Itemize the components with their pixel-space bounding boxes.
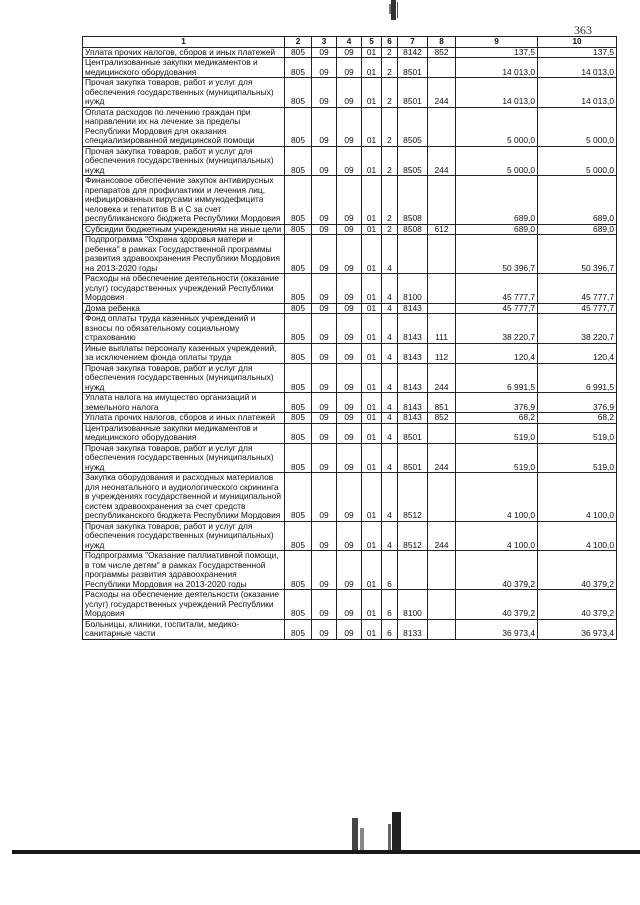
column-header: 4 (337, 37, 362, 48)
cell-amount: 14 013,0 (456, 58, 538, 78)
cell-code-section: 09 (312, 473, 337, 522)
cell-code-subsection: 09 (337, 473, 362, 522)
row-name: Уплата прочих налогов, сборов и иных платежей (83, 47, 285, 58)
cell-code-ministry: 805 (285, 58, 312, 78)
cell-code-expense-type (428, 176, 456, 225)
cell-code-expense-type (428, 235, 456, 274)
table-row (83, 146, 617, 176)
cell-code-expense-type: 112 (428, 343, 456, 363)
cell-code-article: 8143 (398, 413, 428, 424)
cell-code-section: 09 (312, 58, 337, 78)
column-header: 3 (312, 37, 337, 48)
cell-code-ministry: 805 (285, 146, 312, 176)
cell-code-subsection: 09 (337, 521, 362, 551)
cell-code-subsection: 09 (337, 224, 362, 235)
cell-code-ministry: 805 (285, 473, 312, 522)
table-row (83, 78, 617, 108)
cell-code-subsection: 09 (337, 423, 362, 443)
table-header-row (83, 37, 617, 48)
table-row (83, 619, 617, 639)
row-name: Подпрограмма "Охрана здоровья матери и ребенка" в рамках Государственной программы развития здравоохранения Республики Мордовия на 2013-2020 годы (83, 235, 285, 274)
cell-code-subprogram: 2 (382, 146, 398, 176)
row-name: Уплата прочих налогов, сборов и иных платежей (83, 413, 285, 424)
cell-code-expense-type (428, 473, 456, 522)
row-name: Прочая закупка товаров, работ и услуг для обеспечения государственных (муниципальных) нужд (83, 363, 285, 393)
cell-amount-total: 45 777,7 (538, 274, 617, 304)
cell-code-subsection: 09 (337, 343, 362, 363)
cell-code-article: 8505 (398, 146, 428, 176)
cell-code-program: 01 (362, 619, 382, 639)
cell-code-expense-type: 244 (428, 443, 456, 473)
cell-code-article: 8143 (398, 303, 428, 314)
cell-code-subprogram: 6 (382, 551, 398, 590)
cell-code-subprogram: 2 (382, 47, 398, 58)
table-row (83, 423, 617, 443)
table-row (83, 393, 617, 413)
cell-code-expense-type: 852 (428, 413, 456, 424)
cell-code-expense-type: 852 (428, 47, 456, 58)
cell-amount: 40 379,2 (456, 551, 538, 590)
cell-amount: 40 379,2 (456, 590, 538, 620)
column-header: 8 (428, 37, 456, 48)
cell-code-subprogram: 2 (382, 176, 398, 225)
cell-amount-total: 519,0 (538, 423, 617, 443)
cell-code-subprogram: 4 (382, 343, 398, 363)
cell-code-subsection: 09 (337, 413, 362, 424)
cell-code-section: 09 (312, 303, 337, 314)
cell-code-subsection: 09 (337, 303, 362, 314)
column-header: 6 (382, 37, 398, 48)
cell-amount: 38 220,7 (456, 314, 538, 344)
cell-code-article: 8501 (398, 423, 428, 443)
cell-amount-total: 68,2 (538, 413, 617, 424)
cell-code-subprogram: 2 (382, 58, 398, 78)
cell-amount-total: 376,9 (538, 393, 617, 413)
cell-code-program: 01 (362, 58, 382, 78)
cell-amount-total: 45 777,7 (538, 303, 617, 314)
cell-code-expense-type (428, 423, 456, 443)
cell-code-ministry: 805 (285, 443, 312, 473)
cell-code-program: 01 (362, 78, 382, 108)
cell-code-article: 8100 (398, 590, 428, 620)
cell-code-section: 09 (312, 235, 337, 274)
row-name: Прочая закупка товаров, работ и услуг для обеспечения государственных (муниципальных) нужд (83, 78, 285, 108)
cell-code-program: 01 (362, 443, 382, 473)
cell-code-expense-type (428, 303, 456, 314)
cell-code-program: 01 (362, 590, 382, 620)
cell-amount-total: 120,4 (538, 343, 617, 363)
cell-amount-total: 137,5 (538, 47, 617, 58)
table-row (83, 590, 617, 620)
cell-code-subprogram: 4 (382, 314, 398, 344)
cell-code-article: 8133 (398, 619, 428, 639)
cell-code-article: 8143 (398, 393, 428, 413)
cell-code-program: 01 (362, 314, 382, 344)
cell-code-subprogram: 4 (382, 303, 398, 314)
cell-code-ministry: 805 (285, 393, 312, 413)
row-name: Уплата налога на имущество организаций и земельного налога (83, 393, 285, 413)
cell-code-ministry: 805 (285, 363, 312, 393)
cell-amount: 519,0 (456, 443, 538, 473)
cell-amount-total: 6 991,5 (538, 363, 617, 393)
cell-code-program: 01 (362, 146, 382, 176)
cell-code-section: 09 (312, 176, 337, 225)
page-number: 363 (574, 23, 592, 37)
cell-code-article: 8501 (398, 443, 428, 473)
cell-amount: 4 100,0 (456, 521, 538, 551)
cell-code-subprogram: 6 (382, 619, 398, 639)
cell-code-subprogram: 4 (382, 393, 398, 413)
cell-code-ministry: 805 (285, 343, 312, 363)
row-name: Финансовое обеспечение закупок антивирусных препаратов для профилактики и лечения лиц, инфицированных вирусами иммунодефицита человека и гепатитов В и С за счет республиканского бюджета Республики Мордовия (83, 176, 285, 225)
cell-code-article: 8143 (398, 314, 428, 344)
cell-code-section: 09 (312, 343, 337, 363)
cell-code-subprogram: 2 (382, 78, 398, 108)
table-body (83, 47, 617, 639)
table-row (83, 176, 617, 225)
cell-code-article: 8512 (398, 521, 428, 551)
cell-code-program: 01 (362, 303, 382, 314)
cell-code-expense-type (428, 58, 456, 78)
column-header: 9 (456, 37, 538, 48)
cell-amount: 137,5 (456, 47, 538, 58)
table-row (83, 303, 617, 314)
table-row (83, 235, 617, 274)
cell-code-article: 8143 (398, 343, 428, 363)
table-row (83, 47, 617, 58)
cell-code-ministry: 805 (285, 413, 312, 424)
cell-code-subprogram: 2 (382, 224, 398, 235)
cell-code-program: 01 (362, 413, 382, 424)
row-name: Расходы на обеспечение деятельности (оказание услуг) государственных учреждений Республики Мордовия (83, 274, 285, 304)
cell-amount: 4 100,0 (456, 473, 538, 522)
scan-artifact-bottom (330, 810, 410, 852)
scan-artifact-top (388, 0, 400, 22)
cell-code-subsection: 09 (337, 58, 362, 78)
cell-code-expense-type (428, 107, 456, 146)
cell-code-subprogram: 4 (382, 521, 398, 551)
row-name: Больницы, клиники, госпитали, медико-санитарные части (83, 619, 285, 639)
cell-code-program: 01 (362, 363, 382, 393)
cell-code-section: 09 (312, 521, 337, 551)
cell-amount: 5 000,0 (456, 146, 538, 176)
cell-code-subprogram: 4 (382, 235, 398, 274)
cell-code-subprogram: 4 (382, 413, 398, 424)
cell-code-ministry: 805 (285, 274, 312, 304)
cell-code-section: 09 (312, 423, 337, 443)
table-row (83, 413, 617, 424)
cell-code-subsection: 09 (337, 274, 362, 304)
cell-amount: 120,4 (456, 343, 538, 363)
cell-code-subsection: 09 (337, 363, 362, 393)
row-name: Фонд оплаты труда казенных учреждений и взносы по обязательному социальному страхованию (83, 314, 285, 344)
cell-code-program: 01 (362, 521, 382, 551)
cell-amount-total: 4 100,0 (538, 473, 617, 522)
cell-code-ministry: 805 (285, 47, 312, 58)
cell-code-article: 8143 (398, 363, 428, 393)
row-name: Централизованные закупки медикаментов и медицинского оборудования (83, 423, 285, 443)
cell-code-expense-type (428, 274, 456, 304)
row-name: Дома ребенка (83, 303, 285, 314)
cell-code-article: 8501 (398, 58, 428, 78)
table-row (83, 363, 617, 393)
cell-code-subsection: 09 (337, 393, 362, 413)
cell-code-section: 09 (312, 78, 337, 108)
cell-code-section: 09 (312, 590, 337, 620)
cell-amount-total: 14 013,0 (538, 58, 617, 78)
cell-code-section: 09 (312, 224, 337, 235)
cell-amount-total: 4 100,0 (538, 521, 617, 551)
cell-code-expense-type: 244 (428, 521, 456, 551)
cell-code-program: 01 (362, 343, 382, 363)
cell-code-program: 01 (362, 274, 382, 304)
column-header: 7 (398, 37, 428, 48)
cell-code-section: 09 (312, 393, 337, 413)
cell-code-subprogram: 2 (382, 107, 398, 146)
cell-code-article: 8100 (398, 274, 428, 304)
cell-amount: 5 000,0 (456, 107, 538, 146)
cell-code-ministry: 805 (285, 235, 312, 274)
cell-amount-total: 5 000,0 (538, 146, 617, 176)
cell-code-subsection: 09 (337, 47, 362, 58)
cell-code-article: 8508 (398, 176, 428, 225)
row-name: Прочая закупка товаров, работ и услуг для обеспечения государственных (муниципальных) нужд (83, 443, 285, 473)
table-row (83, 107, 617, 146)
cell-amount-total: 519,0 (538, 443, 617, 473)
cell-code-ministry: 805 (285, 619, 312, 639)
cell-amount-total: 14 013,0 (538, 78, 617, 108)
cell-code-expense-type: 612 (428, 224, 456, 235)
table-row (83, 521, 617, 551)
cell-code-article: 8512 (398, 473, 428, 522)
cell-code-subprogram: 4 (382, 363, 398, 393)
cell-code-expense-type (428, 590, 456, 620)
cell-code-section: 09 (312, 619, 337, 639)
cell-code-section: 09 (312, 107, 337, 146)
cell-code-program: 01 (362, 393, 382, 413)
cell-code-program: 01 (362, 224, 382, 235)
table-row (83, 343, 617, 363)
cell-amount-total: 689,0 (538, 176, 617, 225)
cell-code-ministry: 805 (285, 551, 312, 590)
cell-code-program: 01 (362, 107, 382, 146)
cell-code-expense-type: 851 (428, 393, 456, 413)
cell-code-section: 09 (312, 551, 337, 590)
cell-amount-total: 50 396,7 (538, 235, 617, 274)
cell-code-expense-type: 244 (428, 146, 456, 176)
column-header: 1 (83, 37, 285, 48)
cell-code-subsection: 09 (337, 443, 362, 473)
cell-amount-total: 38 220,7 (538, 314, 617, 344)
table-row (83, 224, 617, 235)
table-row (83, 274, 617, 304)
scan-bottom-edge (12, 850, 640, 854)
cell-code-subsection: 09 (337, 314, 362, 344)
cell-code-subprogram: 4 (382, 274, 398, 304)
cell-code-program: 01 (362, 235, 382, 274)
cell-code-ministry: 805 (285, 78, 312, 108)
cell-amount-total: 40 379,2 (538, 551, 617, 590)
cell-code-program: 01 (362, 47, 382, 58)
cell-code-subsection: 09 (337, 235, 362, 274)
cell-code-section: 09 (312, 146, 337, 176)
cell-code-subsection: 09 (337, 107, 362, 146)
budget-table (82, 36, 617, 640)
cell-code-section: 09 (312, 363, 337, 393)
row-name: Прочая закупка товаров, работ и услуг для обеспечения государственных (муниципальных) нужд (83, 146, 285, 176)
table-row (83, 58, 617, 78)
row-name: Расходы на обеспечение деятельности (оказание услуг) государственных учреждений Республики Мордовия (83, 590, 285, 620)
cell-code-subprogram: 6 (382, 590, 398, 620)
cell-code-ministry: 805 (285, 521, 312, 551)
cell-code-ministry: 805 (285, 423, 312, 443)
cell-amount: 50 396,7 (456, 235, 538, 274)
cell-code-article: 8501 (398, 78, 428, 108)
table-row (83, 443, 617, 473)
row-name: Прочая закупка товаров, работ и услуг для обеспечения государственных (муниципальных) нужд (83, 521, 285, 551)
row-name: Оплата расходов по лечению граждан при направлении их на лечение за пределы Республики Мордовия для оказания специализированной медицинской помощи (83, 107, 285, 146)
cell-amount: 6 991,5 (456, 363, 538, 393)
cell-code-subsection: 09 (337, 176, 362, 225)
cell-code-expense-type (428, 619, 456, 639)
cell-code-expense-type (428, 551, 456, 590)
cell-code-section: 09 (312, 47, 337, 58)
cell-code-section: 09 (312, 443, 337, 473)
cell-code-program: 01 (362, 176, 382, 225)
row-name: Иные выплаты персоналу казенных учреждений, за исключением фонда оплаты труда (83, 343, 285, 363)
cell-amount: 519,0 (456, 423, 538, 443)
cell-amount-total: 689,0 (538, 224, 617, 235)
row-name: Централизованные закупки медикаментов и медицинского оборудования (83, 58, 285, 78)
column-header: 10 (538, 37, 617, 48)
column-header: 2 (285, 37, 312, 48)
cell-amount-total: 5 000,0 (538, 107, 617, 146)
cell-code-subsection: 09 (337, 146, 362, 176)
cell-code-article: 8508 (398, 224, 428, 235)
cell-amount: 376,9 (456, 393, 538, 413)
cell-amount: 689,0 (456, 224, 538, 235)
column-header: 5 (362, 37, 382, 48)
row-name: Субсидии бюджетным учреждениям на иные цели (83, 224, 285, 235)
cell-code-subsection: 09 (337, 551, 362, 590)
cell-amount: 45 777,7 (456, 274, 538, 304)
cell-code-article (398, 551, 428, 590)
cell-code-ministry: 805 (285, 303, 312, 314)
cell-amount: 45 777,7 (456, 303, 538, 314)
table-row (83, 551, 617, 590)
cell-code-section: 09 (312, 274, 337, 304)
cell-code-subprogram: 4 (382, 473, 398, 522)
cell-code-article: 8142 (398, 47, 428, 58)
row-name: Закупка оборудования и расходных материалов для неонатального и аудиологического скрининга в учреждениях государственной и муниципальной систем здравоохранения за счет средств республиканского бюджета Республики Мордовия (83, 473, 285, 522)
cell-code-article: 8505 (398, 107, 428, 146)
cell-code-subsection: 09 (337, 619, 362, 639)
cell-code-section: 09 (312, 413, 337, 424)
cell-code-expense-type: 111 (428, 314, 456, 344)
cell-code-program: 01 (362, 551, 382, 590)
cell-code-expense-type: 244 (428, 363, 456, 393)
cell-code-ministry: 805 (285, 590, 312, 620)
cell-amount: 689,0 (456, 176, 538, 225)
cell-code-subsection: 09 (337, 590, 362, 620)
cell-amount-total: 40 379,2 (538, 590, 617, 620)
table-row (83, 314, 617, 344)
cell-code-ministry: 805 (285, 224, 312, 235)
cell-code-expense-type: 244 (428, 78, 456, 108)
cell-code-ministry: 805 (285, 107, 312, 146)
cell-code-program: 01 (362, 423, 382, 443)
cell-amount: 36 973,4 (456, 619, 538, 639)
row-name: Подпрограмма "Оказание паллиативной помощи, в том числе детям" в рамках Государственной программы развития здравоохранения Республики Мордовия на 2013-2020 годы (83, 551, 285, 590)
cell-code-subprogram: 4 (382, 423, 398, 443)
cell-amount-total: 36 973,4 (538, 619, 617, 639)
cell-amount: 68,2 (456, 413, 538, 424)
table-row (83, 473, 617, 522)
cell-code-section: 09 (312, 314, 337, 344)
cell-code-ministry: 805 (285, 176, 312, 225)
cell-code-article (398, 235, 428, 274)
cell-code-subprogram: 4 (382, 443, 398, 473)
cell-code-program: 01 (362, 473, 382, 522)
cell-code-ministry: 805 (285, 314, 312, 344)
cell-code-subsection: 09 (337, 78, 362, 108)
cell-amount: 14 013,0 (456, 78, 538, 108)
